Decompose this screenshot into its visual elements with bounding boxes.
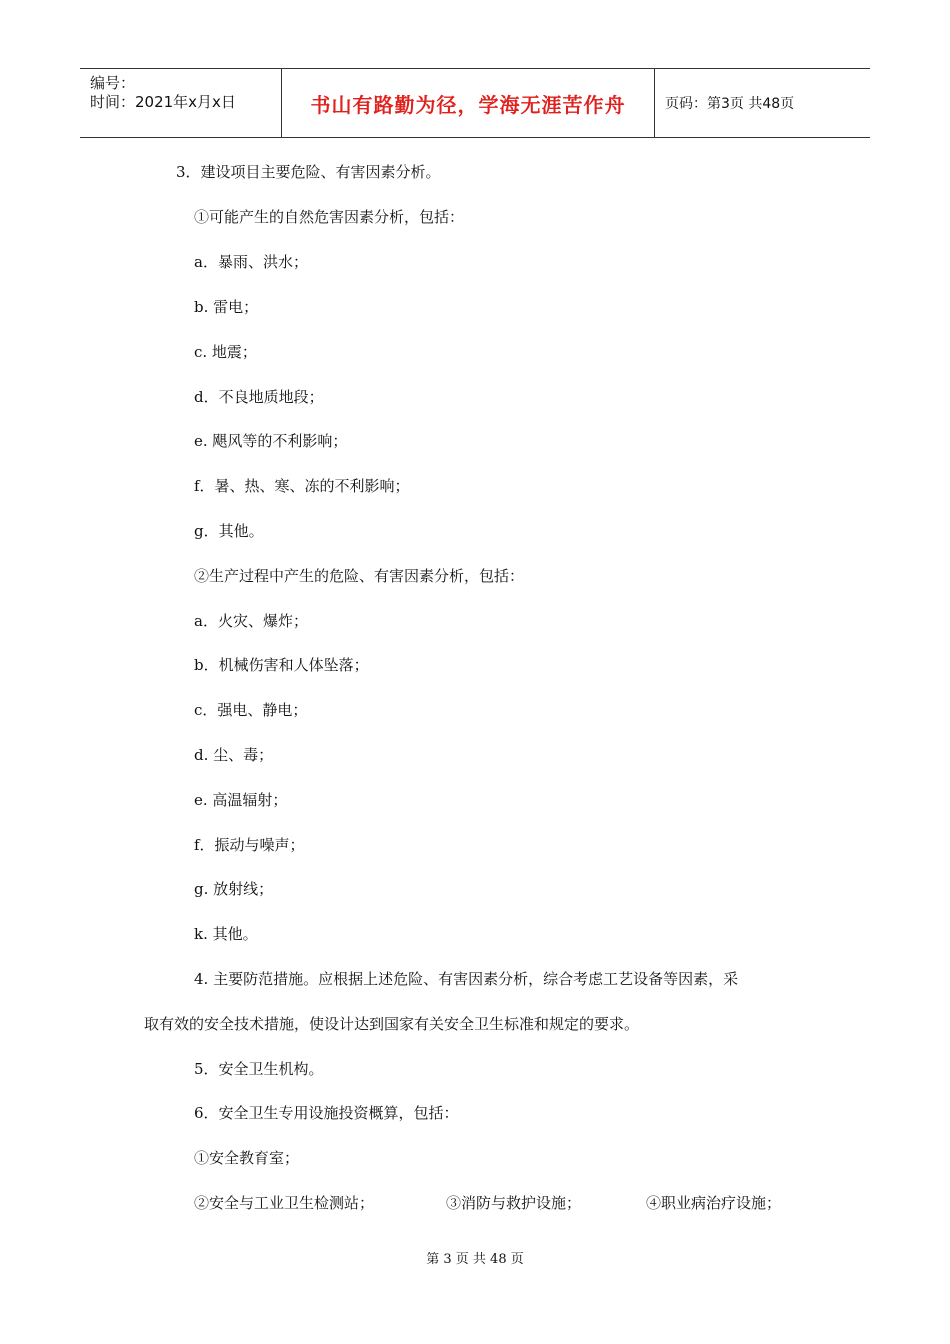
body-line: ①安全教育室； (194, 1149, 300, 1167)
body-line: e. 高温辐射； (194, 791, 288, 809)
page-header (80, 68, 870, 138)
body-line: 6．安全卫生专用设施投资概算，包括： (194, 1104, 459, 1122)
body-line: a．火灾、爆炸； (194, 612, 308, 630)
page-footer: 第 3 页 共 48 页 (426, 1252, 524, 1267)
body-line: k. 其他。 (194, 925, 258, 943)
facilities-item: ③消防与救护设施； (446, 1194, 582, 1212)
body-line: b. 雷电； (194, 298, 259, 316)
facilities-item: ④职业病治疗设施； (646, 1194, 782, 1212)
body-line: 3．建设项目主要危险、有害因素分析。 (176, 163, 441, 181)
time-label: 时间：2021年x月x日 (90, 93, 236, 111)
body-line: e. 飓风等的不利影响； (194, 432, 348, 450)
motto-text: 书山有路勤为径，学海无涯苦作舟 (310, 92, 626, 117)
body-line: ②生产过程中产生的危险、有害因素分析，包括： (194, 567, 525, 585)
body-line: a．暴雨、洪水； (194, 253, 308, 271)
header-page-info: 页码：第3页 共48页 (665, 96, 795, 112)
body-line: d. 尘、毒； (194, 746, 274, 764)
body-line: f．暑、热、寒、冻的不利影响； (194, 477, 410, 495)
body-line: c. 地震； (194, 343, 257, 361)
body-line: g．其他。 (194, 522, 264, 540)
doc-number-label: 编号： (90, 74, 136, 92)
body-line: 取有效的安全技术措施，使设计达到国家有关安全卫生标准和规定的要求。 (144, 1015, 640, 1033)
body-line: g. 放射线； (194, 880, 274, 898)
body-line: 4. 主要防范措施。应根据上述危险、有害因素分析，综合考虑工艺设备等因素，采 (194, 970, 739, 988)
body-line: d．不良地质地段； (194, 388, 324, 406)
header-meta (80, 69, 282, 137)
body-line: b．机械伤害和人体坠落； (194, 656, 369, 674)
body-line: c．强电、静电； (194, 701, 308, 719)
body-line: f．振动与噪声； (194, 836, 305, 854)
body-line: 5．安全卫生机构。 (194, 1060, 324, 1078)
header-motto (282, 69, 655, 137)
body-line: ①可能产生的自然危害因素分析，包括： (194, 208, 465, 226)
facilities-item: ②安全与工业卫生检测站； (194, 1194, 375, 1212)
